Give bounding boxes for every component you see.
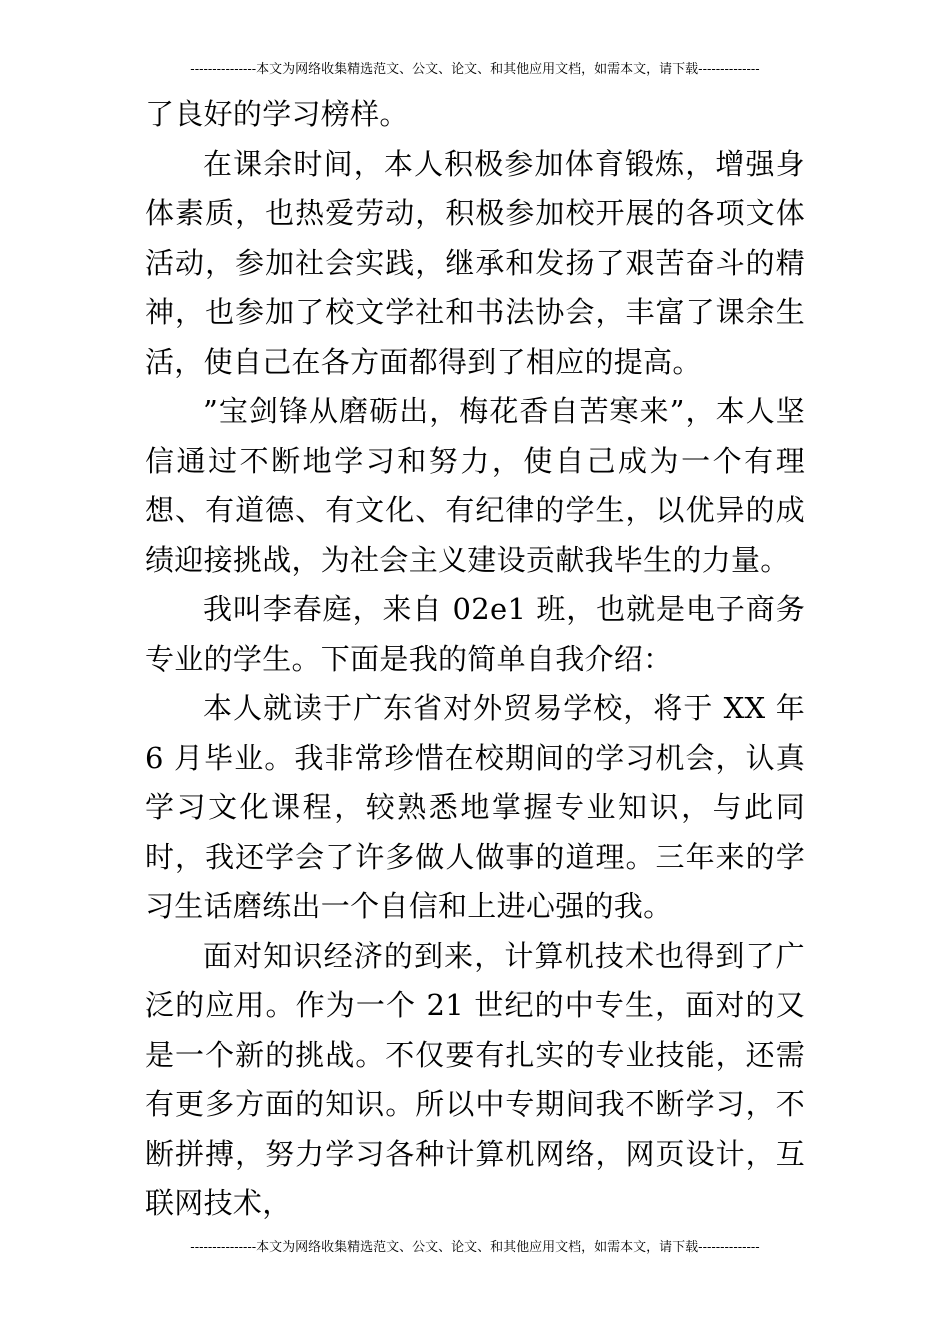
paragraph: 本人就读于广东省对外贸易学校，将于 XX 年 6 月毕业。我非常珍惜在校期间的学习机会，认真学习文化课程，较熟悉地掌握专业知识，与此同时，我还学会了许多做人做事的道理。三年来的学习生话磨练出一个自信和上进心强的我。: [145, 691, 805, 923]
paragraph: 在课余时间，本人积极参加体育锻炼，增强身体素质，也热爱劳动，积极参加校开展的各项文体活动，参加社会实践，继承和发扬了艰苦奋斗的精神，也参加了校文学社和书法协会，丰富了课余生活，使自己在各方面都得到了相应的提高。: [145, 146, 805, 379]
document-body: [145, 90, 805, 1229]
paragraph: 面对知识经济的到来，计算机技术也得到了广泛的应用。作为一个 21 世纪的中专生，面对的又是一个新的挑战。不仅要有扎实的专业技能，还需有更多方面的知识。所以中专期间我不断学习，不断拼搏，努力学习各种计算机网络，网页设计，互联网技术，: [145, 938, 805, 1220]
paragraph: 了良好的学习榜样。: [145, 97, 409, 131]
paragraph: 我叫李春庭，来自 02e1 班，也就是电子商务专业的学生。下面是我的简单自我介绍：: [145, 592, 805, 676]
page-footer: ---------------本文为网络收集精选范文、公文、论文、和其他应用文档，如需本文，请下载--------------: [190, 1240, 760, 1255]
paragraph: ”宝剑锋从磨砺出，梅花香自苦寒来”，本人坚信通过不断地学习和努力，使自己成为一个有理想、有道德、有文化、有纪律的学生，以优异的成绩迎接挑战，为社会主义建设贡献我毕生的力量。: [145, 394, 805, 577]
page-header: ---------------本文为网络收集精选范文、公文、论文、和其他应用文档，如需本文，请下载--------------: [190, 62, 760, 77]
